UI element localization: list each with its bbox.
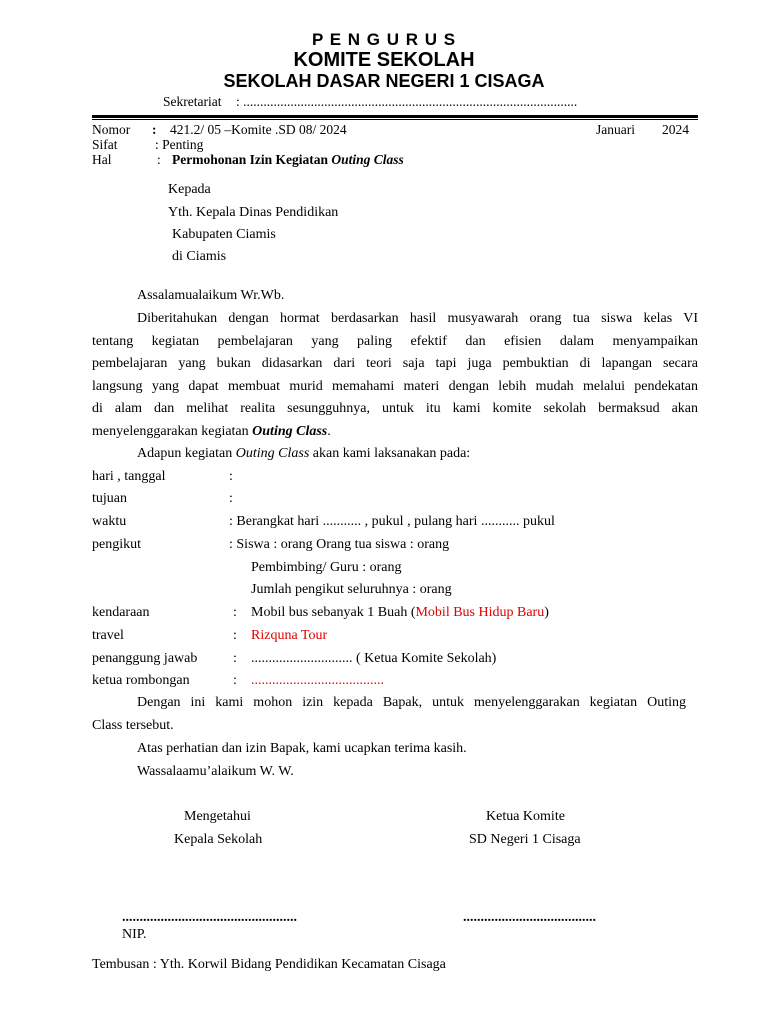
kendaraan-value bbox=[251, 605, 549, 621]
paragraph3-line1: Dengan ini kami mohon izin kepada Bapak, untuk menyelenggarakan kegiatan Outing bbox=[137, 695, 686, 710]
sifat-value: : Penting bbox=[155, 137, 204, 152]
recipient-line4: di Ciamis bbox=[172, 249, 227, 264]
p2-text-c: akan kami laksanakan pada: bbox=[312, 446, 471, 461]
header-divider bbox=[92, 115, 698, 118]
nomor-label: Nomor bbox=[92, 122, 131, 137]
recipient-line3: Kabupaten Ciamis bbox=[172, 227, 276, 242]
signature-left-dots: .................................................. bbox=[122, 910, 297, 925]
paragraph1-line2: tentang kegiatan pembelajaran yang paling efektif dan efisien dalam menyampaikan bbox=[92, 334, 698, 349]
tujuan-label: tujuan bbox=[92, 491, 127, 506]
pj-value: ............................. ( Ketua Komite Sekolah) bbox=[251, 651, 497, 666]
date-month: Januari bbox=[596, 122, 635, 137]
jumlah-value: Jumlah pengikut seluruhnya : orang bbox=[251, 582, 452, 597]
letterhead-school: SEKOLAH DASAR NEGERI 1 CISAGA bbox=[223, 71, 545, 91]
pengikut-label: pengikut bbox=[92, 537, 141, 552]
paragraph1-line5: di alam dan melihat realita sesungguhnya, untuk itu kami komite sekolah bermaksud akan bbox=[92, 401, 698, 416]
hal-value bbox=[172, 152, 404, 168]
pj-label: penanggung jawab bbox=[92, 651, 198, 666]
travel-label: travel bbox=[92, 628, 124, 643]
signature-left-line1: Mengetahui bbox=[184, 809, 251, 824]
letterhead-committee: KOMITE SEKOLAH bbox=[293, 49, 475, 71]
greeting: Assalamualaikum Wr.Wb. bbox=[137, 288, 285, 303]
header-divider-thin bbox=[92, 119, 698, 120]
kendaraan-label: kendaraan bbox=[92, 605, 150, 620]
signature-right-line1: Ketua Komite bbox=[486, 809, 565, 824]
paragraph1-line1: Diberitahukan dengan hormat berdasarkan hasil musyawarah orang tua siswa kelas VI bbox=[137, 311, 698, 326]
recipient-line1: Kepada bbox=[168, 182, 211, 197]
paragraph1-line3: pembelajaran yang bukan didasarkan dari teori saja tapi juga pembuktian di lapangan secara bbox=[92, 356, 698, 371]
nomor-colon: : bbox=[152, 122, 157, 137]
kendaraan-highlight: Mobil Bus Hidup Baru bbox=[415, 605, 545, 620]
p1-outing-class: Outing Class bbox=[252, 424, 328, 439]
secretariat-label: Sekretariat bbox=[163, 94, 222, 109]
waktu-label: waktu bbox=[92, 514, 127, 529]
hari-label: hari , tanggal bbox=[92, 469, 166, 484]
ketua-colon: : bbox=[233, 673, 237, 688]
hal-subject: Permohonan Izin Kegiatan bbox=[172, 152, 329, 167]
nomor-value: 421.2/ 05 –Komite .SD 08/ 2024 bbox=[170, 122, 347, 137]
paragraph4: Atas perhatian dan izin Bapak, kami ucapkan terima kasih. bbox=[137, 741, 467, 756]
waktu-value: : Berangkat hari ........... , pukul , pulang hari ........... pukul bbox=[229, 514, 555, 529]
paragraph2 bbox=[137, 446, 470, 462]
kendaraan-colon: : bbox=[233, 605, 237, 620]
hal-label: Hal bbox=[92, 152, 112, 167]
secretariat-value: : ................................................................................................... bbox=[236, 94, 578, 109]
hal-colon: : bbox=[157, 152, 161, 167]
recipient-line2: Yth. Kepala Dinas Pendidikan bbox=[168, 205, 339, 220]
signature-right-dots: ...................................... bbox=[463, 910, 596, 925]
p2-text-a: Adapun kegiatan bbox=[137, 446, 233, 461]
valediction: Wassalaamu’alaikum W. W. bbox=[137, 764, 294, 779]
p1-last-text: menyelenggarakan kegiatan bbox=[92, 424, 249, 439]
signature-right-line2: SD Negeri 1 Cisaga bbox=[469, 832, 581, 847]
ketua-label: ketua rombongan bbox=[92, 673, 190, 688]
paragraph1-line6 bbox=[92, 424, 331, 440]
date-year: 2024 bbox=[662, 122, 689, 137]
travel-colon: : bbox=[233, 628, 237, 643]
hal-subject-italic: Outing Class bbox=[331, 152, 404, 167]
p2-outing-class: Outing Class bbox=[235, 446, 310, 461]
paragraph3-line2: Class tersebut. bbox=[92, 718, 174, 733]
pj-colon: : bbox=[233, 651, 237, 666]
kendaraan-close: ) bbox=[544, 605, 549, 620]
p1-period: . bbox=[327, 424, 331, 439]
sifat-label: Sifat bbox=[92, 137, 118, 152]
hari-value: : bbox=[229, 469, 233, 484]
signature-left-line2: Kepala Sekolah bbox=[174, 832, 263, 847]
tujuan-value: : bbox=[229, 491, 233, 506]
tembusan: Tembusan : Yth. Korwil Bidang Pendidikan Kecamatan Cisaga bbox=[92, 957, 446, 972]
pengikut-value: : Siswa : orang Orang tua siswa : orang bbox=[229, 537, 450, 552]
ketua-value: ...................................... bbox=[251, 673, 384, 688]
paragraph1-line4: langsung yang dapat membuat murid memahami materi dengan lebih mudah melalui pendekatan bbox=[92, 379, 698, 394]
pembimbing-value: Pembimbing/ Guru : orang bbox=[251, 560, 402, 575]
signature-left-nip: NIP. bbox=[122, 927, 147, 942]
letterhead-title: P E N G U R U S bbox=[311, 30, 457, 49]
kendaraan-text: Mobil bus sebanyak 1 Buah ( bbox=[251, 605, 416, 620]
travel-value: Rizquna Tour bbox=[251, 628, 328, 643]
